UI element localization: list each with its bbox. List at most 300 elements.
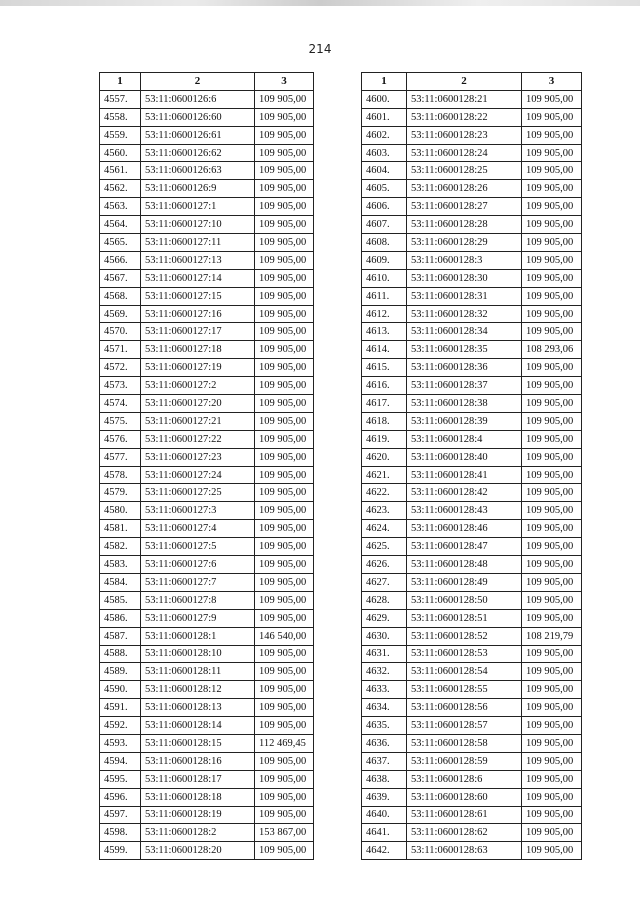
table-row: [362, 681, 582, 699]
cadastral-value: 109 905,00: [255, 359, 314, 377]
row-number: 4627.: [362, 573, 407, 591]
cadastral-number: 53:11:0600127:15: [141, 287, 255, 305]
row-number: 4601.: [362, 108, 407, 126]
cadastral-value: 109 905,00: [255, 162, 314, 180]
row-number: 4562.: [100, 180, 141, 198]
row-number: 4625.: [362, 538, 407, 556]
cadastral-number: 53:11:0600128:54: [407, 663, 522, 681]
cadastral-value: 109 905,00: [255, 108, 314, 126]
cadastral-number: 53:11:0600127:10: [141, 216, 255, 234]
cadastral-value: 109 905,00: [522, 842, 582, 860]
cadastral-number: 53:11:0600128:26: [407, 180, 522, 198]
cadastral-number: 53:11:0600128:2: [141, 824, 255, 842]
cadastral-number: 53:11:0600128:22: [407, 108, 522, 126]
table-row: [362, 359, 582, 377]
cadastral-number: 53:11:0600128:11: [141, 663, 255, 681]
table-row: [362, 234, 582, 252]
table-row: [362, 251, 582, 269]
table-row: [362, 609, 582, 627]
row-number: 4575.: [100, 412, 141, 430]
row-number: 4573.: [100, 377, 141, 395]
cadastral-number: 53:11:0600126:60: [141, 108, 255, 126]
cadastral-number: 53:11:0600127:18: [141, 341, 255, 359]
cadastral-value: 109 905,00: [522, 645, 582, 663]
cadastral-number: 53:11:0600128:36: [407, 359, 522, 377]
table-row: [100, 287, 314, 305]
cadastral-number: 53:11:0600127:7: [141, 573, 255, 591]
row-number: 4589.: [100, 663, 141, 681]
cadastral-value: 109 905,00: [255, 251, 314, 269]
cadastral-number: 53:11:0600128:50: [407, 591, 522, 609]
cadastral-value: 109 905,00: [522, 305, 582, 323]
cadastral-number: 53:11:0600128:12: [141, 681, 255, 699]
table-row: [362, 699, 582, 717]
row-number: 4600.: [362, 90, 407, 108]
table-header-row: [100, 73, 314, 91]
cadastral-number: 53:11:0600127:6: [141, 556, 255, 574]
cadastral-number: 53:11:0600126:6: [141, 90, 255, 108]
cadastral-value: 109 905,00: [255, 538, 314, 556]
row-number: 4636.: [362, 734, 407, 752]
cadastral-number: 53:11:0600128:28: [407, 216, 522, 234]
table-row: [100, 556, 314, 574]
cadastral-value: 109 905,00: [522, 395, 582, 413]
cadastral-value: 109 905,00: [255, 144, 314, 162]
row-number: 4614.: [362, 341, 407, 359]
cadastral-number: 53:11:0600128:37: [407, 377, 522, 395]
row-number: 4611.: [362, 287, 407, 305]
cadastral-number: 53:11:0600128:42: [407, 484, 522, 502]
table-row: [100, 717, 314, 735]
cadastral-number: 53:11:0600128:58: [407, 734, 522, 752]
table-row: [362, 573, 582, 591]
cadastral-number: 53:11:0600127:25: [141, 484, 255, 502]
row-number: 4603.: [362, 144, 407, 162]
table-row: [100, 770, 314, 788]
table-row: [362, 198, 582, 216]
table-row: [362, 717, 582, 735]
row-number: 4578.: [100, 466, 141, 484]
cadastral-value: 109 905,00: [255, 180, 314, 198]
row-number: 4587.: [100, 627, 141, 645]
cadastral-value: 109 905,00: [522, 824, 582, 842]
cadastral-number: 53:11:0600128:61: [407, 806, 522, 824]
cadastral-value: 109 905,00: [522, 234, 582, 252]
cadastral-value: 109 905,00: [522, 717, 582, 735]
table-row: [100, 430, 314, 448]
row-number: 4569.: [100, 305, 141, 323]
cadastral-number: 53:11:0600128:62: [407, 824, 522, 842]
cadastral-number: 53:11:0600128:49: [407, 573, 522, 591]
row-number: 4619.: [362, 430, 407, 448]
row-number: 4577.: [100, 448, 141, 466]
cadastral-number: 53:11:0600128:48: [407, 556, 522, 574]
cadastral-number: 53:11:0600128:4: [407, 430, 522, 448]
table-row: [362, 126, 582, 144]
row-number: 4637.: [362, 752, 407, 770]
cadastral-value: 109 905,00: [255, 484, 314, 502]
table-row: [362, 144, 582, 162]
cadastral-number: 53:11:0600128:52: [407, 627, 522, 645]
cadastral-value: 109 905,00: [522, 556, 582, 574]
cadastral-number: 53:11:0600128:34: [407, 323, 522, 341]
table-row: [100, 627, 314, 645]
table-row: [100, 323, 314, 341]
row-number: 4588.: [100, 645, 141, 663]
cadastral-value: 109 905,00: [255, 573, 314, 591]
cadastral-value: 109 905,00: [255, 609, 314, 627]
cadastral-value: 109 905,00: [522, 752, 582, 770]
cadastral-number: 53:11:0600127:2: [141, 377, 255, 395]
cadastral-number: 53:11:0600128:14: [141, 717, 255, 735]
row-number: 4576.: [100, 430, 141, 448]
row-number: 4565.: [100, 234, 141, 252]
table-row: [362, 824, 582, 842]
header-col-1: 1: [362, 73, 407, 91]
cadastral-value: 109 905,00: [522, 466, 582, 484]
cadastral-value: 109 905,00: [255, 466, 314, 484]
row-number: 4632.: [362, 663, 407, 681]
row-number: 4633.: [362, 681, 407, 699]
row-number: 4612.: [362, 305, 407, 323]
row-number: 4631.: [362, 645, 407, 663]
row-number: 4560.: [100, 144, 141, 162]
row-number: 4605.: [362, 180, 407, 198]
cadastral-number: 53:11:0600128:15: [141, 734, 255, 752]
table-row: [100, 377, 314, 395]
table-row: [100, 842, 314, 860]
table-row: [100, 788, 314, 806]
cadastral-value: 109 905,00: [255, 377, 314, 395]
cadastral-value: 109 905,00: [522, 591, 582, 609]
cadastral-value: 109 905,00: [255, 556, 314, 574]
cadastral-value: 109 905,00: [522, 323, 582, 341]
table-row: [362, 341, 582, 359]
register-table-right: [361, 72, 582, 860]
table-row: [362, 287, 582, 305]
cadastral-number: 53:11:0600126:9: [141, 180, 255, 198]
row-number: 4590.: [100, 681, 141, 699]
cadastral-value: 109 905,00: [522, 180, 582, 198]
cadastral-number: 53:11:0600127:11: [141, 234, 255, 252]
cadastral-number: 53:11:0600128:19: [141, 806, 255, 824]
table-row: [100, 538, 314, 556]
cadastral-value: 109 905,00: [255, 90, 314, 108]
cadastral-value: 109 905,00: [255, 770, 314, 788]
table-row: [100, 341, 314, 359]
row-number: 4595.: [100, 770, 141, 788]
table-row: [100, 126, 314, 144]
cadastral-number: 53:11:0600127:4: [141, 520, 255, 538]
row-number: 4639.: [362, 788, 407, 806]
cadastral-number: 53:11:0600128:59: [407, 752, 522, 770]
table-row: [362, 538, 582, 556]
row-number: 4642.: [362, 842, 407, 860]
cadastral-value: 109 905,00: [255, 591, 314, 609]
cadastral-number: 53:11:0600128:24: [407, 144, 522, 162]
table-row: [362, 108, 582, 126]
row-number: 4615.: [362, 359, 407, 377]
table-row: [100, 359, 314, 377]
table-row: [362, 466, 582, 484]
cadastral-number: 53:11:0600127:20: [141, 395, 255, 413]
cadastral-number: 53:11:0600128:43: [407, 502, 522, 520]
row-number: 4609.: [362, 251, 407, 269]
cadastral-number: 53:11:0600127:23: [141, 448, 255, 466]
cadastral-number: 53:11:0600127:22: [141, 430, 255, 448]
row-number: 4584.: [100, 573, 141, 591]
cadastral-number: 53:11:0600126:61: [141, 126, 255, 144]
row-number: 4571.: [100, 341, 141, 359]
cadastral-number: 53:11:0600127:21: [141, 412, 255, 430]
cadastral-value: 109 905,00: [255, 198, 314, 216]
cadastral-value: 108 219,79: [522, 627, 582, 645]
cadastral-number: 53:11:0600128:31: [407, 287, 522, 305]
row-number: 4616.: [362, 377, 407, 395]
row-number: 4607.: [362, 216, 407, 234]
table-row: [100, 180, 314, 198]
row-number: 4606.: [362, 198, 407, 216]
header-col-3: 3: [255, 73, 314, 91]
cadastral-number: 53:11:0600128:60: [407, 788, 522, 806]
table-row: [362, 520, 582, 538]
table-row: [100, 162, 314, 180]
row-number: 4610.: [362, 269, 407, 287]
cadastral-value: 109 905,00: [522, 359, 582, 377]
row-number: 4593.: [100, 734, 141, 752]
cadastral-number: 53:11:0600127:9: [141, 609, 255, 627]
table-row: [362, 484, 582, 502]
table-row: [362, 216, 582, 234]
row-number: 4585.: [100, 591, 141, 609]
row-number: 4598.: [100, 824, 141, 842]
table-row: [100, 412, 314, 430]
row-number: 4594.: [100, 752, 141, 770]
row-number: 4641.: [362, 824, 407, 842]
cadastral-value: 112 469,45: [255, 734, 314, 752]
cadastral-value: 109 905,00: [255, 788, 314, 806]
table-row: [362, 430, 582, 448]
cadastral-number: 53:11:0600128:21: [407, 90, 522, 108]
cadastral-value: 109 905,00: [255, 520, 314, 538]
cadastral-value: 109 905,00: [522, 448, 582, 466]
table-row: [100, 395, 314, 413]
cadastral-number: 53:11:0600127:1: [141, 198, 255, 216]
table-row: [100, 645, 314, 663]
table-row: [100, 752, 314, 770]
row-number: 4559.: [100, 126, 141, 144]
row-number: 4557.: [100, 90, 141, 108]
table-row: [362, 591, 582, 609]
cadastral-value: 109 905,00: [522, 520, 582, 538]
table-row: [100, 824, 314, 842]
row-number: 4622.: [362, 484, 407, 502]
table-row: [100, 234, 314, 252]
cadastral-number: 53:11:0600128:25: [407, 162, 522, 180]
cadastral-value: 109 905,00: [255, 216, 314, 234]
cadastral-number: 53:11:0600128:16: [141, 752, 255, 770]
table-row: [362, 556, 582, 574]
cadastral-value: 109 905,00: [255, 287, 314, 305]
row-number: 4566.: [100, 251, 141, 269]
row-number: 4583.: [100, 556, 141, 574]
table-row: [362, 502, 582, 520]
row-number: 4574.: [100, 395, 141, 413]
row-number: 4638.: [362, 770, 407, 788]
cadastral-value: 108 293,06: [522, 341, 582, 359]
cadastral-number: 53:11:0600127:17: [141, 323, 255, 341]
cadastral-number: 53:11:0600128:20: [141, 842, 255, 860]
row-number: 4558.: [100, 108, 141, 126]
table-row: [100, 520, 314, 538]
table-row: [362, 448, 582, 466]
table-body-left: [100, 90, 314, 859]
table-row: [100, 466, 314, 484]
row-number: 4599.: [100, 842, 141, 860]
table-row: [362, 806, 582, 824]
cadastral-value: 109 905,00: [522, 699, 582, 717]
row-number: 4567.: [100, 269, 141, 287]
table-row: [100, 305, 314, 323]
table-row: [362, 395, 582, 413]
cadastral-number: 53:11:0600128:13: [141, 699, 255, 717]
table-row: [362, 377, 582, 395]
cadastral-number: 53:11:0600128:29: [407, 234, 522, 252]
cadastral-number: 53:11:0600128:57: [407, 717, 522, 735]
table-row: [100, 663, 314, 681]
cadastral-number: 53:11:0600126:63: [141, 162, 255, 180]
row-number: 4568.: [100, 287, 141, 305]
table-row: [362, 162, 582, 180]
header-col-3: 3: [522, 73, 582, 91]
cadastral-value: 109 905,00: [522, 287, 582, 305]
cadastral-value: 146 540,00: [255, 627, 314, 645]
row-number: 4592.: [100, 717, 141, 735]
row-number: 4596.: [100, 788, 141, 806]
table-body-right: [362, 90, 582, 859]
table-row: [100, 734, 314, 752]
row-number: 4561.: [100, 162, 141, 180]
row-number: 4564.: [100, 216, 141, 234]
row-number: 4623.: [362, 502, 407, 520]
header-col-2: 2: [141, 73, 255, 91]
table-row: [100, 484, 314, 502]
row-number: 4630.: [362, 627, 407, 645]
cadastral-value: 109 905,00: [522, 251, 582, 269]
cadastral-value: 109 905,00: [255, 412, 314, 430]
table-row: [100, 681, 314, 699]
table-row: [362, 627, 582, 645]
table-row: [100, 198, 314, 216]
row-number: 4581.: [100, 520, 141, 538]
table-row: [100, 502, 314, 520]
row-number: 4618.: [362, 412, 407, 430]
cadastral-number: 53:11:0600128:17: [141, 770, 255, 788]
row-number: 4602.: [362, 126, 407, 144]
cadastral-number: 53:11:0600128:63: [407, 842, 522, 860]
row-number: 4597.: [100, 806, 141, 824]
register-table-left: [99, 72, 314, 860]
row-number: 4617.: [362, 395, 407, 413]
cadastral-value: 109 905,00: [522, 126, 582, 144]
cadastral-number: 53:11:0600128:55: [407, 681, 522, 699]
cadastral-value: 109 905,00: [522, 162, 582, 180]
row-number: 4640.: [362, 806, 407, 824]
cadastral-number: 53:11:0600128:30: [407, 269, 522, 287]
cadastral-value: 109 905,00: [522, 198, 582, 216]
cadastral-number: 53:11:0600128:46: [407, 520, 522, 538]
cadastral-value: 109 905,00: [522, 108, 582, 126]
row-number: 4634.: [362, 699, 407, 717]
row-number: 4628.: [362, 591, 407, 609]
cadastral-value: 109 905,00: [522, 538, 582, 556]
table-row: [362, 323, 582, 341]
cadastral-value: 109 905,00: [255, 234, 314, 252]
cadastral-number: 53:11:0600128:39: [407, 412, 522, 430]
scan-artifact: [0, 0, 640, 6]
table-row: [100, 108, 314, 126]
row-number: 4579.: [100, 484, 141, 502]
cadastral-number: 53:11:0600127:3: [141, 502, 255, 520]
cadastral-value: 109 905,00: [255, 645, 314, 663]
cadastral-value: 109 905,00: [522, 806, 582, 824]
header-col-2: 2: [407, 73, 522, 91]
table-row: [362, 180, 582, 198]
cadastral-number: 53:11:0600128:41: [407, 466, 522, 484]
row-number: 4580.: [100, 502, 141, 520]
table-row: [100, 216, 314, 234]
cadastral-value: 109 905,00: [255, 448, 314, 466]
row-number: 4626.: [362, 556, 407, 574]
cadastral-value: 109 905,00: [255, 269, 314, 287]
cadastral-value: 109 905,00: [522, 484, 582, 502]
cadastral-number: 53:11:0600127:5: [141, 538, 255, 556]
cadastral-number: 53:11:0600128:40: [407, 448, 522, 466]
table-row: [100, 609, 314, 627]
cadastral-value: 109 905,00: [255, 842, 314, 860]
cadastral-value: 109 905,00: [522, 430, 582, 448]
table-header-row: [362, 73, 582, 91]
cadastral-number: 53:11:0600128:32: [407, 305, 522, 323]
cadastral-value: 109 905,00: [522, 734, 582, 752]
cadastral-number: 53:11:0600128:6: [407, 770, 522, 788]
cadastral-value: 109 905,00: [255, 341, 314, 359]
cadastral-value: 109 905,00: [255, 717, 314, 735]
row-number: 4624.: [362, 520, 407, 538]
table-row: [100, 448, 314, 466]
table-row: [362, 788, 582, 806]
cadastral-value: 109 905,00: [255, 430, 314, 448]
table-row: [362, 269, 582, 287]
table-row: [100, 806, 314, 824]
cadastral-number: 53:11:0600128:53: [407, 645, 522, 663]
cadastral-number: 53:11:0600127:13: [141, 251, 255, 269]
cadastral-number: 53:11:0600128:56: [407, 699, 522, 717]
cadastral-value: 153 867,00: [255, 824, 314, 842]
cadastral-value: 109 905,00: [255, 699, 314, 717]
cadastral-value: 109 905,00: [255, 126, 314, 144]
cadastral-value: 109 905,00: [522, 377, 582, 395]
cadastral-number: 53:11:0600128:23: [407, 126, 522, 144]
row-number: 4604.: [362, 162, 407, 180]
row-number: 4586.: [100, 609, 141, 627]
cadastral-value: 109 905,00: [255, 806, 314, 824]
table-row: [100, 90, 314, 108]
cadastral-number: 53:11:0600128:51: [407, 609, 522, 627]
cadastral-number: 53:11:0600127:14: [141, 269, 255, 287]
table-row: [362, 90, 582, 108]
cadastral-value: 109 905,00: [255, 305, 314, 323]
